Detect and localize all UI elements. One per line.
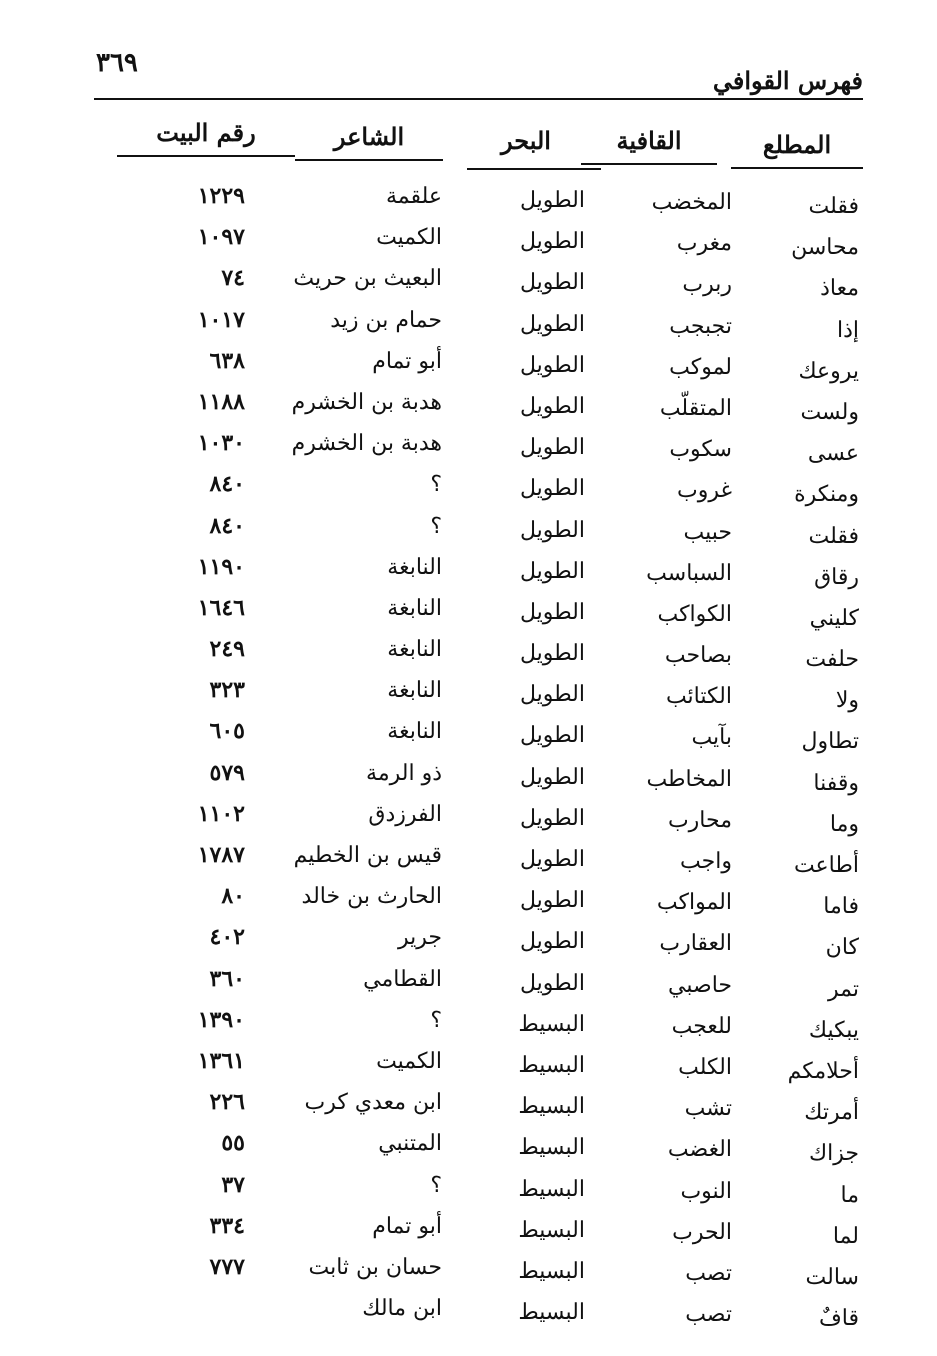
table-row <box>0 1247 937 1288</box>
column-header-poet: الشاعر <box>295 122 443 161</box>
opening-cell: تمر <box>828 976 859 1002</box>
table-row <box>0 1041 937 1082</box>
table-row <box>0 217 937 261</box>
meter-cell: البسيط <box>518 1052 585 1078</box>
opening-cell: يبكيك <box>808 1017 859 1043</box>
poet-cell: حمام بن زيد <box>330 307 442 333</box>
column-header-opening: المطلع <box>731 130 863 169</box>
rhyme-cell: ربرب <box>682 272 732 298</box>
poet-cell: هدبة بن الخشرم <box>291 431 442 457</box>
opening-cell: أطاعت <box>793 853 859 878</box>
table-row <box>0 341 937 382</box>
header-rule <box>94 98 863 100</box>
poet-cell: ؟ <box>430 1007 442 1033</box>
meter-cell: البسيط <box>518 1217 585 1243</box>
poet-cell: المتنبي <box>378 1131 442 1157</box>
running-title: فهرس القوافي <box>712 66 863 95</box>
table-row <box>0 464 937 508</box>
meter-cell: الطويل <box>519 517 585 543</box>
rhyme-cell: غروب <box>677 478 732 504</box>
opening-cell: رقاق <box>814 564 859 590</box>
rhyme-cell: محارب <box>667 807 732 833</box>
table-row <box>0 670 937 714</box>
meter-cell: الطويل <box>519 229 585 255</box>
rhyme-cell: المتقلّب <box>659 395 732 421</box>
table-row <box>0 1206 937 1247</box>
table-row <box>0 959 937 1000</box>
poet-cell: البعيث بن حريث <box>293 266 442 292</box>
table-row <box>0 917 937 961</box>
verse-number-cell: ١٠١٧ <box>197 306 245 333</box>
opening-cell: أحلامكم <box>787 1058 859 1084</box>
poet-cell: ابن مالك <box>362 1296 442 1322</box>
poet-cell: أبو تمام <box>372 348 442 374</box>
rhyme-cell: بصاحب <box>664 643 732 669</box>
table-row <box>0 382 937 423</box>
rhyme-cell: السباسب <box>646 560 732 586</box>
meter-cell: البسيط <box>518 1011 585 1037</box>
opening-cell: فاما <box>823 894 859 920</box>
rhyme-cell: الكواكب <box>657 601 732 627</box>
meter-cell: الطويل <box>519 764 585 790</box>
verse-number-cell: ٣٣٤ <box>209 1212 245 1239</box>
rhyme-cell: المخاطب <box>646 766 732 792</box>
table-row <box>0 1123 937 1167</box>
rhyme-cell: حبيب <box>683 519 732 545</box>
rhyme-cell: واجب <box>680 849 732 874</box>
rhyme-cell: حاصبي <box>668 972 732 998</box>
verse-number-cell: ٧٤ <box>221 265 245 292</box>
poet-cell: الفرزدق <box>368 801 442 827</box>
rhyme-cell: الكتائب <box>665 684 732 710</box>
table-row <box>0 629 937 673</box>
rhyme-cell: الكلب <box>678 1054 732 1080</box>
verse-number-cell: ١٣٦١ <box>197 1047 245 1074</box>
table-row <box>0 711 937 755</box>
table-row <box>0 547 937 588</box>
poet-cell: ابن معدي كرب <box>304 1090 442 1116</box>
column-header-rhyme: القافية <box>581 126 717 165</box>
verse-number-cell: ١١٠٢ <box>197 800 245 827</box>
meter-cell: الطويل <box>519 188 585 213</box>
rhyme-cell: لموكب <box>669 354 732 380</box>
column-header-verse-number: رقم البيت <box>117 118 295 157</box>
verse-number-cell: ٧٧٧ <box>209 1253 245 1280</box>
table-row <box>0 835 937 876</box>
verse-number-cell: ٣٢٣ <box>209 677 245 704</box>
opening-cell: حلفت <box>805 647 859 673</box>
opening-cell: محاسن <box>791 235 859 261</box>
poet-cell: قيس بن الخطيم <box>293 843 442 868</box>
meter-cell: البسيط <box>518 1135 585 1161</box>
rhyme-cell: مغرب <box>676 231 732 257</box>
poet-cell: النابغة <box>387 678 442 704</box>
meter-cell: الطويل <box>519 888 585 914</box>
verse-number-cell: ١٧٨٧ <box>197 842 245 868</box>
table-row <box>0 423 937 467</box>
meter-cell: الطويل <box>519 352 585 378</box>
verse-number-cell: ١١٩٠ <box>197 553 245 580</box>
table-row <box>0 506 937 547</box>
opening-cell: وقفنا <box>813 770 859 796</box>
verse-number-cell: ٣٦٠ <box>209 965 245 992</box>
table-row <box>0 258 937 302</box>
meter-cell: الطويل <box>519 393 585 419</box>
poet-cell: ؟ <box>430 1172 442 1198</box>
rhyme-cell: تجبجب <box>669 313 732 339</box>
rhyme-cell: الغضب <box>667 1137 732 1163</box>
opening-cell: فقلت <box>808 523 859 549</box>
rhyme-cell: سكوب <box>669 437 732 463</box>
table-row <box>0 1165 937 1206</box>
index-table <box>0 176 937 1332</box>
meter-cell: الطويل <box>519 270 585 296</box>
table-row <box>0 753 937 794</box>
poet-cell: ذو الرمة <box>366 760 442 786</box>
verse-number-cell: ٦٣٨ <box>209 347 245 374</box>
verse-number-cell: ٨٤٠ <box>209 471 245 498</box>
poet-cell: ؟ <box>430 472 442 498</box>
opening-cell: لما <box>832 1223 859 1249</box>
verse-number-cell: ٦٠٥ <box>209 718 245 745</box>
poet-cell: النابغة <box>387 595 442 621</box>
poet-cell: الكميت <box>376 1048 442 1074</box>
meter-cell: الطويل <box>519 558 585 584</box>
opening-cell: ولست <box>800 399 859 425</box>
opening-cell: يروعك <box>798 358 859 384</box>
poet-cell: القطامي <box>363 966 442 992</box>
table-row <box>0 588 937 629</box>
meter-cell: الطويل <box>519 682 585 708</box>
meter-cell: الطويل <box>519 476 585 502</box>
opening-cell: تطاول <box>801 729 859 755</box>
poet-cell: أبو تمام <box>372 1213 442 1239</box>
poet-cell: جرير <box>398 925 442 951</box>
meter-cell: الطويل <box>519 641 585 667</box>
opening-cell: ما <box>840 1182 859 1208</box>
table-row <box>0 1000 937 1041</box>
meter-cell: الطويل <box>519 970 585 996</box>
poet-cell: النابغة <box>387 637 442 663</box>
verse-number-cell: ١٣٩٠ <box>197 1006 245 1033</box>
poet-cell: هدبة بن الخشرم <box>291 389 442 415</box>
table-row <box>0 794 937 835</box>
meter-cell: الطويل <box>519 805 585 831</box>
rhyme-cell: بآيب <box>691 725 732 751</box>
verse-number-cell: ١١٨٨ <box>197 388 245 415</box>
poet-cell: الحارث بن خالد <box>301 884 442 910</box>
table-row <box>0 876 937 920</box>
meter-cell: البسيط <box>518 1300 585 1326</box>
meter-cell: الطويل <box>519 599 585 625</box>
verse-number-cell: ٤٠٢ <box>209 924 245 951</box>
rhyme-cell: المخضب <box>651 190 732 215</box>
rhyme-cell: تصب <box>685 1260 732 1286</box>
rhyme-cell: العقارب <box>659 931 732 957</box>
poet-cell: ؟ <box>430 513 442 539</box>
verse-number-cell: ٨٠ <box>221 883 245 910</box>
verse-number-cell: ٥٧٩ <box>209 759 245 786</box>
verse-number-cell: ٢٤٩ <box>209 636 245 663</box>
opening-cell: إذا <box>836 317 859 343</box>
rhyme-cell: تصب <box>685 1302 732 1328</box>
meter-cell: البسيط <box>518 1176 585 1202</box>
verse-number-cell: ٥٥ <box>221 1130 245 1157</box>
poet-cell: حسان بن ثابت <box>308 1254 442 1280</box>
opening-cell: كان <box>825 935 859 961</box>
poet-cell: النابغة <box>387 719 442 745</box>
meter-cell: الطويل <box>519 847 585 872</box>
verse-number-cell: ١٢٢٩ <box>197 183 245 209</box>
table-row <box>0 1082 937 1126</box>
opening-cell: معاذ <box>820 276 859 302</box>
rhyme-cell: تشب <box>684 1096 732 1122</box>
poet-cell: النابغة <box>387 554 442 580</box>
meter-cell: الطويل <box>519 929 585 955</box>
poet-cell: علقمة <box>385 184 442 209</box>
verse-number-cell: ٢٢٦ <box>209 1089 245 1116</box>
meter-underline <box>467 168 601 170</box>
verse-number-cell: ١٠٣٠ <box>197 430 245 457</box>
meter-cell: البسيط <box>518 1258 585 1284</box>
opening-cell: ومنكرة <box>794 482 859 508</box>
verse-number-cell: ١٦٤٦ <box>197 594 245 621</box>
opening-cell: جزاك <box>809 1141 859 1167</box>
meter-cell: الطويل <box>519 311 585 337</box>
opening-cell: قافٌ <box>818 1306 859 1332</box>
table-row <box>0 1288 937 1332</box>
opening-cell: وما <box>829 811 859 837</box>
meter-cell: الطويل <box>519 723 585 749</box>
opening-cell: سالت <box>805 1264 859 1290</box>
opening-cell: فقلت <box>808 194 859 219</box>
verse-number-cell: ٣٧ <box>221 1171 245 1198</box>
meter-cell: الطويل <box>519 435 585 461</box>
table-row <box>0 176 937 217</box>
opening-cell: أمرتك <box>804 1100 859 1126</box>
verse-number-cell: ٨٤٠ <box>209 512 245 539</box>
opening-cell: كليني <box>809 605 859 631</box>
rhyme-cell: للعجب <box>671 1013 732 1039</box>
opening-cell: ولا <box>835 688 859 714</box>
rhyme-cell: النوب <box>680 1178 732 1204</box>
page-number: ٣٦٩ <box>96 48 138 78</box>
poet-cell: الكميت <box>376 225 442 251</box>
verse-number-cell: ١٠٩٧ <box>197 224 245 251</box>
opening-cell: عسى <box>807 441 859 467</box>
meter-cell: البسيط <box>518 1094 585 1120</box>
table-row <box>0 300 937 341</box>
column-header-meter: البحر <box>501 126 551 155</box>
rhyme-cell: الحرب <box>672 1219 732 1245</box>
rhyme-cell: المواكب <box>656 890 732 916</box>
